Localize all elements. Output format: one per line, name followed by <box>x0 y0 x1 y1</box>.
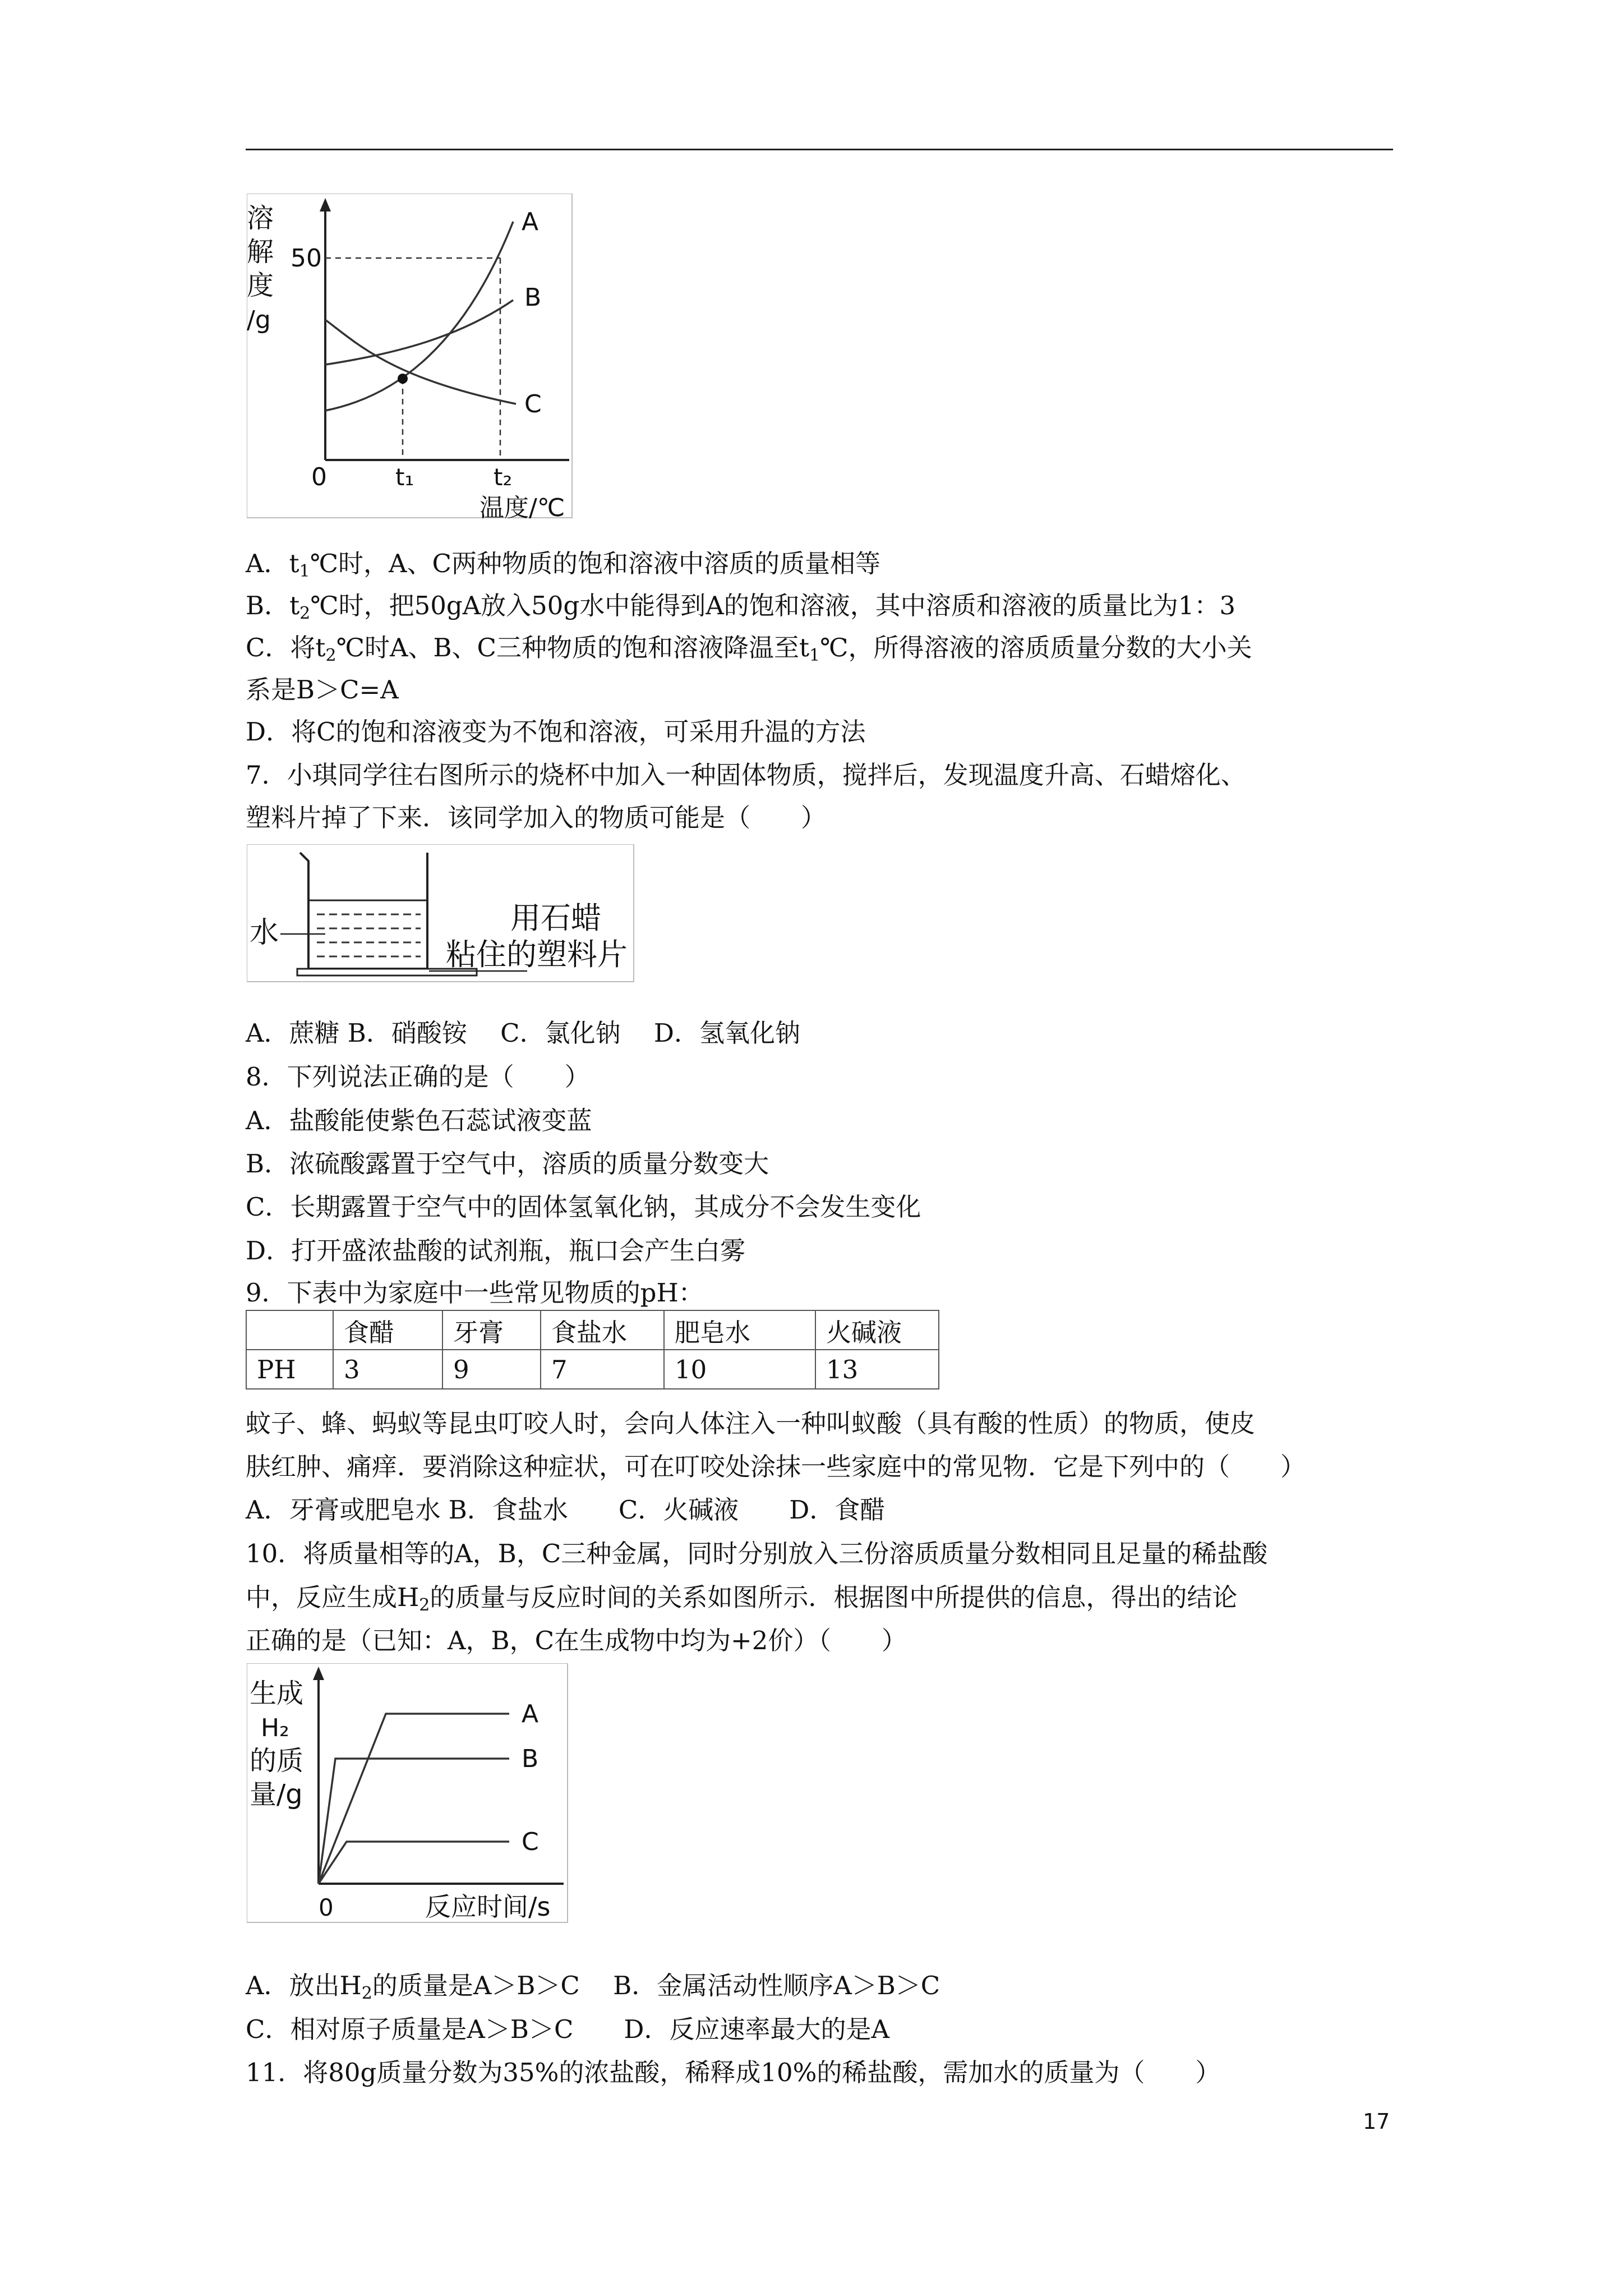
y-label-3: 度 <box>247 270 274 301</box>
q6-option-c-cont: 系是B＞C=A <box>246 675 399 705</box>
page-number: 17 <box>1363 2109 1390 2134</box>
table-cell: 10 <box>664 1350 815 1389</box>
table-row <box>246 1350 939 1389</box>
curve-label-b: B <box>522 1745 539 1773</box>
y-label-2: 解 <box>247 236 274 268</box>
subscript: 2 <box>325 646 336 665</box>
y-label-1: 生成 <box>250 1678 304 1709</box>
curve-label-c: C <box>522 1828 539 1856</box>
text: A．放出H <box>246 1971 362 2000</box>
table-cell: 7 <box>541 1350 664 1389</box>
subscript: 1 <box>809 646 820 665</box>
text: 的质量与反应时间的关系如图所示．根据图中所提供的信息，得出的结论 <box>430 1582 1238 1612</box>
q6-option-b <box>246 589 1235 623</box>
text: 的质量是A＞B＞C B．金属活动性顺序A＞B＞C <box>372 1971 940 2000</box>
hydrogen-graph <box>247 1663 572 1927</box>
q8-option-b: B．浓硫酸露置于空气中，溶质的质量分数变大 <box>246 1149 769 1179</box>
q10-options-cd: C．相对原子质量是A＞B＞C D．反应速率最大的是A <box>246 2014 890 2044</box>
x-axis-label: 温度/℃ <box>479 494 565 522</box>
table-header-row <box>246 1310 939 1350</box>
q9-stem: 9．下表中为家庭中一些常见物质的pH： <box>246 1278 704 1308</box>
q10-stem-1: 10．将质量相等的A，B，C三种金属，同时分别放入三份溶质质量分数相同且足量的稀盐酸 <box>246 1539 1268 1568</box>
y-tick-50: 50 <box>291 244 322 273</box>
table-cell: 牙膏 <box>442 1310 541 1350</box>
q8-option-c: C．长期露置于空气中的固体氢氧化钠，其成分不会发生变化 <box>246 1192 921 1222</box>
subscript: 2 <box>419 1595 430 1615</box>
y-label-2: H₂ <box>261 1714 289 1742</box>
table-cell: PH <box>246 1350 333 1389</box>
table-cell <box>246 1310 333 1350</box>
curve-label-a: A <box>522 208 539 236</box>
q9-text-1: 蚊子、蜂、蚂蚁等昆虫叮咬人时，会向人体注入一种叫蚁酸（具有酸的性质）的物质，使皮 <box>246 1409 1256 1438</box>
q10-options-ab <box>246 1969 940 2003</box>
table-cell: 食盐水 <box>541 1310 664 1350</box>
beaker-figure <box>247 844 639 984</box>
q10-stem-3: 正确的是（已知：A，B，C在生成物中均为+2价）（ ） <box>246 1626 907 1655</box>
q7-stem-1: 7．小琪同学往右图所示的烧杯中加入一种固体物质，搅拌后，发现温度升高、石蜡熔化、 <box>246 760 1246 790</box>
q11-stem: 11．将80g质量分数为35%的浓盐酸，稀释成10%的稀盐酸，需加水的质量为（ ） <box>246 2058 1221 2087</box>
text: A．t <box>246 549 299 578</box>
x-axis-label: 反应时间/s <box>425 1892 551 1922</box>
curve-label-b: B <box>524 283 542 312</box>
q8-stem: 8．下列说法正确的是（ ） <box>246 1062 590 1092</box>
text: B．t <box>246 591 300 620</box>
table-cell: 3 <box>333 1350 442 1389</box>
q8-option-d: D．打开盛浓盐酸的试剂瓶，瓶口会产生白雾 <box>246 1236 746 1266</box>
y-label-4: /g <box>247 306 271 334</box>
y-label-4: 量/g <box>250 1779 303 1810</box>
text: ℃时，A、C两种物质的饱和溶液中溶质的质量相等 <box>310 549 880 578</box>
x-tick-t1: t₁ <box>395 463 414 491</box>
intersection-point <box>398 374 408 384</box>
table-cell: 食醋 <box>333 1310 442 1350</box>
text: ℃时A、B、C三种物质的饱和溶液降温至t <box>336 633 810 662</box>
q7-options: A．蔗糖 B．硝酸铵 C．氯化钠 D．氢氧化钠 <box>246 1018 800 1048</box>
header-rule <box>246 149 1393 150</box>
text: 中，反应生成H <box>246 1582 419 1612</box>
q9-text-2: 肤红肿、痛痒．要消除这种症状，可在叮咬处涂抹一些家庭中的常见物．它是下列中的（ ） <box>246 1452 1306 1481</box>
label-paraffin: 用石蜡 <box>510 900 601 936</box>
q10-stem-2 <box>246 1581 1237 1614</box>
curve-label-c: C <box>524 390 542 418</box>
label-plastic: 粘住的塑料片 <box>446 937 628 972</box>
q6-option-a <box>246 547 880 581</box>
origin-label: 0 <box>319 1894 334 1921</box>
text: ℃，所得溶液的溶质质量分数的大小关 <box>820 633 1252 662</box>
origin-label: 0 <box>311 463 327 491</box>
label-water: 水 <box>250 916 279 950</box>
solubility-graph <box>247 194 583 527</box>
q6-option-d: D．将C的饱和溶液变为不饱和溶液，可采用升温的方法 <box>246 717 866 747</box>
q7-stem-2: 塑料片掉了下来．该同学加入的物质可能是（ ） <box>246 803 827 832</box>
y-label-1: 溶 <box>247 203 274 234</box>
curve-label-a: A <box>522 1700 539 1728</box>
table-cell: 9 <box>442 1350 541 1389</box>
table-cell: 火碱液 <box>815 1310 939 1350</box>
x-tick-t2: t₂ <box>494 463 513 491</box>
y-label-3: 的质 <box>250 1745 304 1777</box>
text: ℃时，把50gA放入50g水中能得到A的饱和溶液，其中溶质和溶液的质量比为1：3 <box>310 591 1235 620</box>
table-cell: 13 <box>815 1350 939 1389</box>
subscript: 2 <box>299 604 311 623</box>
table-cell: 肥皂水 <box>664 1310 815 1350</box>
q8-option-a: A．盐酸能使紫色石蕊试液变蓝 <box>246 1106 592 1135</box>
subscript: 1 <box>299 562 310 581</box>
subscript: 2 <box>361 1984 372 2003</box>
q9-options: A．牙膏或肥皂水 B．食盐水 C．火碱液 D．食醋 <box>246 1495 886 1525</box>
q6-option-c <box>246 631 1252 665</box>
ph-table <box>246 1310 939 1389</box>
text: C．将t <box>246 633 326 662</box>
